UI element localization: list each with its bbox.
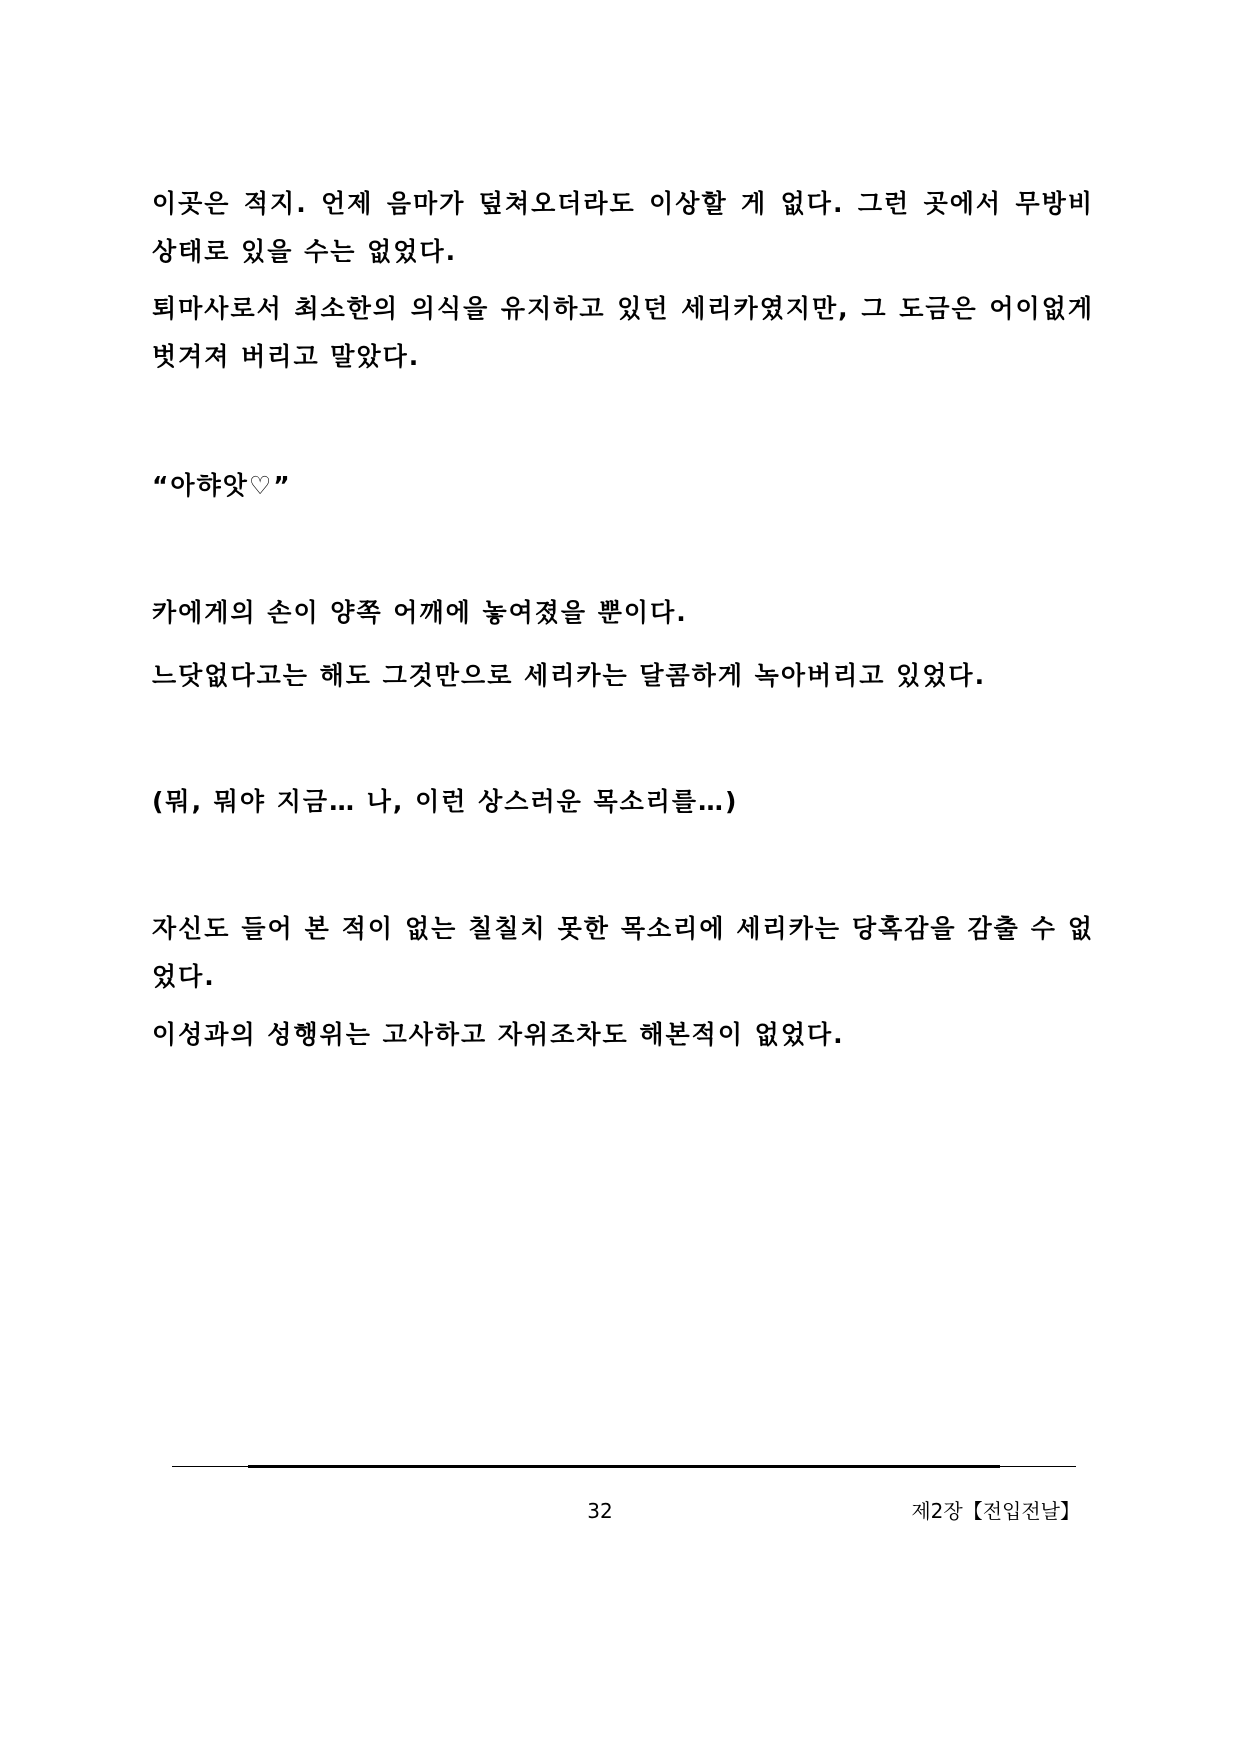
- body-paragraph: 자신도 들어 본 적이 없는 칠칠치 못한 목소리에 세리카는 당혹감을 감출 수 없었다.: [152, 914, 1094, 991]
- body-paragraph: 이성과의 성행위는 고사하고 자위조차도 해본적이 없었다.: [152, 1020, 845, 1049]
- body-paragraph: 이곳은 적지. 언제 음마가 덮쳐오더라도 이상할 게 없다. 그런 곳에서 무방비 상태로 있을 수는 없었다.: [152, 189, 1094, 266]
- footer-divider-accent: [248, 1465, 1000, 1468]
- body-paragraph: 퇴마사로서 최소한의 의식을 유지하고 있던 세리카였지만, 그 도금은 어이없게 벗겨져 버리고 말았다.: [152, 294, 1094, 371]
- body-paragraph: 카에게의 손이 양쪽 어깨에 놓여졌을 뿐이다.: [152, 598, 688, 627]
- body-paragraph: 느닷없다고는 해도 그것만으로 세리카는 달콤하게 녹아버리고 있었다.: [152, 661, 987, 690]
- page-number: 32: [587, 1499, 613, 1523]
- dialogue-line: “아햐앗♡”: [152, 471, 292, 500]
- chapter-label: 제2장【전입전날】: [911, 1499, 1080, 1523]
- inner-thought-line: (뭐, 뭐야 지금… 나, 이런 상스러운 목소리를…): [152, 787, 739, 816]
